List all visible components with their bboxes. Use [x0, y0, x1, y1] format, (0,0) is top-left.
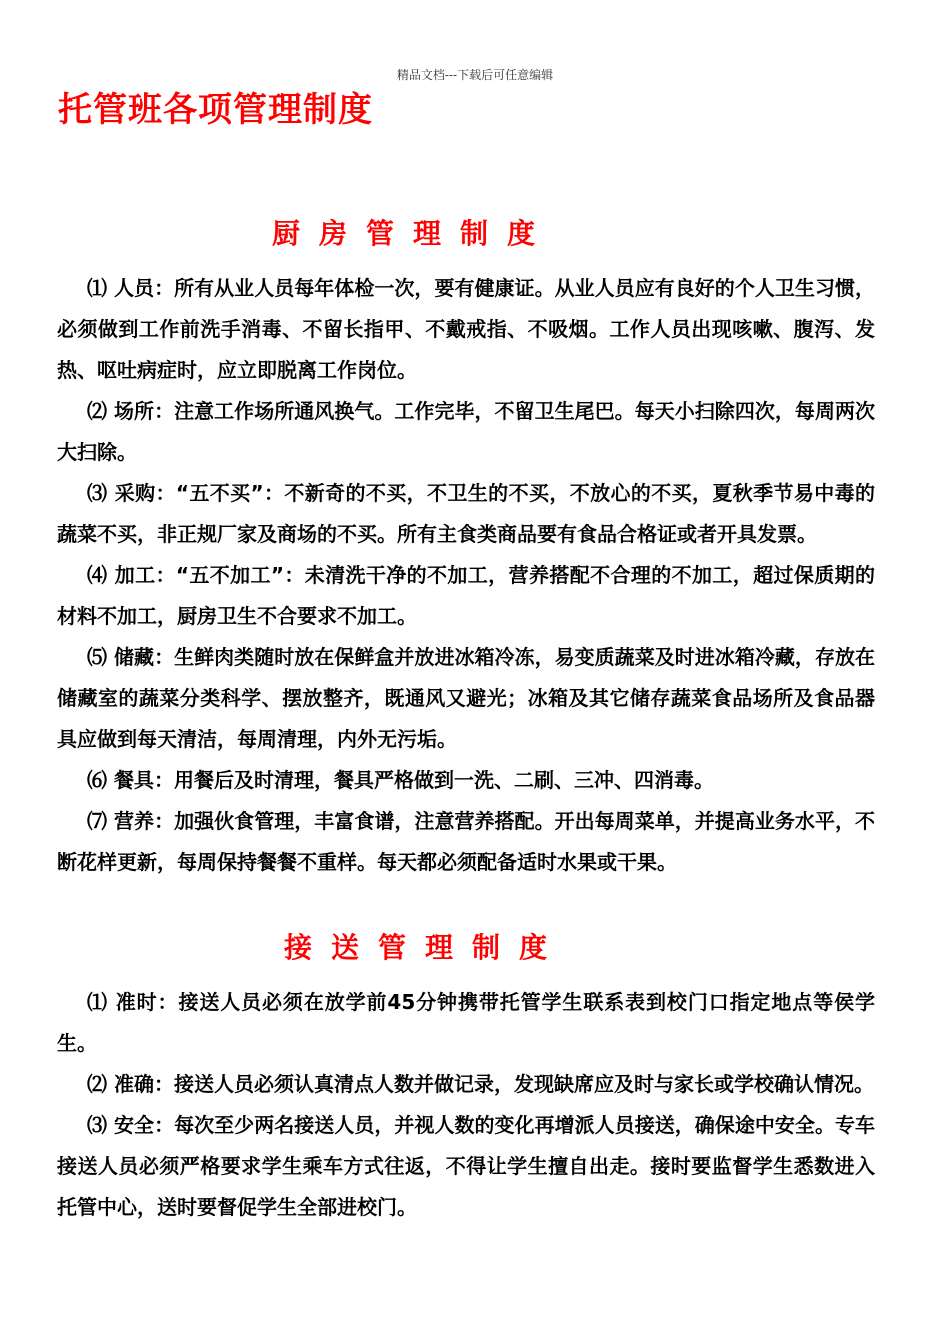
paragraph-purchasing: ⑶ 采购：“五不买”：不新奇的不买，不卫生的不买，不放心的不买，夏秋季节易中毒的蔬菜不买，非正规厂家及商场的不买。所有主食类商品要有食品合格证或者开具发票。 — [57, 481, 875, 546]
paragraph-processing: ⑷ 加工：“五不加工”：未清洗干净的不加工，营养搭配不合理的不加工，超过保质期的材料不加工，厨房卫生不合要求不加工。 — [57, 563, 875, 628]
pickup-section-title: 接送管理制度 — [284, 931, 567, 964]
paragraph-tableware: ⑹ 餐具：用餐后及时清理，餐具严格做到一洗、二刷、三冲、四消毒。 — [87, 768, 714, 792]
kitchen-section-title: 厨房管理制度 — [272, 217, 555, 250]
kitchen-section-body — [57, 268, 875, 883]
document-title: 托管班各项管理制度 — [58, 90, 373, 130]
paragraph-safety: ⑶ 安全：每次至少两名接送人员，并视人数的变化再增派人员接送，确保途中安全。专车接送人员必须严格要求学生乘车方式往返，不得让学生擅自出走。接时要监督学生悉数进入托管中心，送时要督促学生全部进校门。 — [57, 1113, 875, 1219]
paragraph-nutrition: ⑺ 营养：加强伙食管理，丰富食谱，注意营养搭配。开出每周菜单，并提高业务水平，不断花样更新，每周保持餐餐不重样。每天都必须配备适时水果或干果。 — [57, 809, 875, 874]
paragraph-punctuality: ⑴ 准时：接送人员必须在放学前45分钟携带托管学生联系表到校门口指定地点等侯学生。 — [57, 990, 875, 1055]
pickup-section-body — [57, 982, 875, 1228]
paragraph-accuracy: ⑵ 准确：接送人员必须认真清点人数并做记录，发现缺席应及时与家长或学校确认情况。 — [87, 1072, 874, 1096]
paragraph-premises: ⑵ 场所：注意工作场所通风换气。工作完毕，不留卫生尾巴。每天小扫除四次，每周两次大扫除。 — [57, 399, 875, 464]
header-note: 精品文档---下载后可任意编辑 — [396, 68, 554, 82]
paragraph-storage: ⑸ 储藏：生鲜肉类随时放在保鲜盒并放进冰箱冷冻，易变质蔬菜及时进冰箱冷藏，存放在储藏室的蔬菜分类科学、摆放整齐，既通风又避光；冰箱及其它储存蔬菜食品场所及食品器具应做到每天清洁，每周清理，内外无污垢。 — [57, 645, 875, 751]
paragraph-personnel: ⑴ 人员：所有从业人员每年体检一次，要有健康证。从业人员应有良好的个人卫生习惯，必须做到工作前洗手消毒、不留长指甲、不戴戒指、不吸烟。工作人员出现咳嗽、腹泻、发热、呕吐病症时，应立即脱离工作岗位。 — [57, 276, 875, 382]
